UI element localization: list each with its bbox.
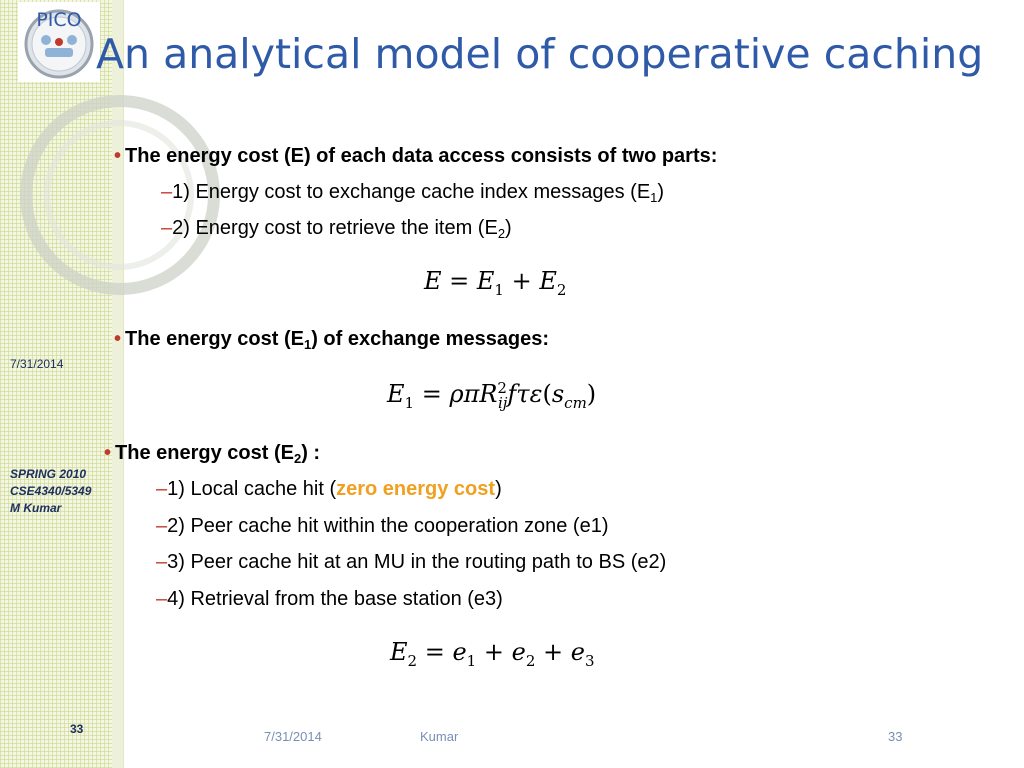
- sidebar-date: 7/31/2014: [10, 357, 64, 371]
- sub-bullet-text: 2) Energy cost to retrieve the item (E: [172, 217, 498, 239]
- footer-page-number: 33: [888, 729, 903, 744]
- equation-retrieval-energy: $E_2 = e_1 + e_2 + e_3$: [390, 638, 595, 670]
- sub-bullet-peer-path: [156, 550, 666, 574]
- sub-bullet-text: 1) Energy cost to exchange cache index messages (E: [172, 181, 651, 203]
- sub-bullet-text-end: ): [495, 478, 502, 500]
- subscript: 1: [303, 337, 312, 352]
- sub-bullet-text: 2) Peer cache hit within the cooperation zone (e1): [167, 515, 609, 537]
- sub-bullet-retrieve-cost: [161, 216, 512, 240]
- sub-bullet-exchange-cost: [161, 180, 664, 204]
- pico-logo: [18, 2, 100, 82]
- subscript: 2: [293, 451, 302, 466]
- bullet-text-end: ) of exchange messages:: [311, 328, 550, 350]
- bullet-exchange-energy: [114, 327, 549, 351]
- sub-bullet-text: 1) Local cache hit (: [167, 478, 337, 500]
- sub-bullet-local-hit: [156, 477, 502, 501]
- bullet-icon: •: [104, 442, 112, 464]
- equation-exchange-energy: $E_1 = \rho\pi R^2_{ij}f\tau\varepsilon(s_{cm})$: [387, 379, 597, 412]
- logo-text: PICO: [36, 9, 82, 31]
- subscript: 2: [497, 226, 506, 241]
- sub-bullet-text: 3) Peer cache hit at an MU in the routing path to BS (e2): [167, 551, 667, 573]
- bullet-icon: •: [114, 328, 122, 350]
- dash-icon: –: [161, 181, 173, 203]
- dash-icon: –: [161, 217, 173, 239]
- footer-author: Kumar: [420, 729, 459, 744]
- sub-bullet-base-station: [156, 587, 503, 611]
- bullet-text: The energy cost (E) of each data access consists of two parts:: [125, 145, 718, 167]
- bullet-text-end: ) :: [301, 442, 321, 464]
- bullet-energy-cost: [114, 144, 717, 168]
- dash-icon: –: [156, 478, 168, 500]
- equation-total-energy: $E = E_1 + E_2$: [424, 267, 567, 299]
- bullet-text: The energy cost (E: [115, 442, 294, 464]
- dash-icon: –: [156, 551, 168, 573]
- footer-date: 7/31/2014: [264, 729, 322, 744]
- sub-bullet-text: 4) Retrieval from the base station (e3): [167, 588, 503, 610]
- sub-bullet-text-end: ): [505, 217, 512, 239]
- subscript: 1: [650, 190, 658, 205]
- bullet-icon: •: [114, 145, 122, 167]
- slide-title: An analytical model of cooperative caching: [96, 30, 984, 78]
- course-code: CSE4340/5349: [10, 484, 92, 498]
- sidebar-course-info: [10, 466, 91, 517]
- dash-icon: –: [156, 515, 168, 537]
- sub-bullet-text-end: ): [657, 181, 665, 203]
- sidebar-slide-number: 33: [70, 722, 84, 736]
- course-instructor: M Kumar: [10, 501, 62, 515]
- course-term: SPRING 2010: [10, 467, 87, 481]
- dash-icon: –: [156, 588, 168, 610]
- sub-bullet-peer-zone: [156, 514, 609, 538]
- bullet-text: The energy cost (E: [125, 328, 304, 350]
- highlight-zero-cost: zero energy cost: [336, 478, 496, 500]
- bullet-retrieval-energy: [104, 441, 320, 465]
- pico-logo-icon: [18, 2, 100, 82]
